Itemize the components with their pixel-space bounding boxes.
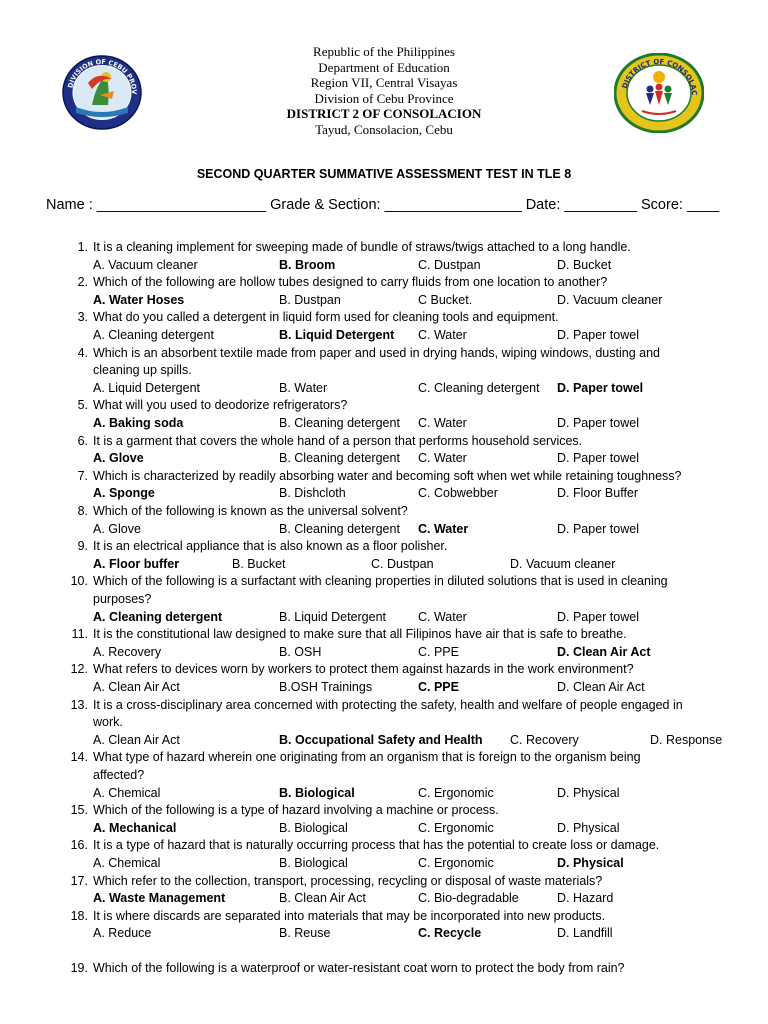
answer-option: B. Biological	[279, 820, 348, 835]
answer-option: B. Liquid Detergent	[279, 328, 395, 342]
answer-option: D. Paper towel	[557, 416, 639, 430]
answer-option: B. Dustpan	[279, 292, 341, 307]
answer-option: D. Bucket	[557, 257, 612, 272]
question-text: It is an electrical appliance that is also known as a floor polisher.	[93, 539, 448, 554]
answer-option: A. Vacuum cleaner	[93, 257, 198, 272]
question-number: 9.	[77, 539, 88, 554]
answer-option: B. Clean Air Act	[279, 891, 366, 906]
answer-option: B. Dishcloth	[279, 486, 346, 501]
answer-option: B. Biological	[279, 785, 355, 800]
header-line-division: Division of Cebu Province	[314, 90, 454, 106]
answer-option: B. OSH	[279, 644, 322, 659]
answer-option: B. Water	[279, 380, 328, 395]
answer-option: D. Physical	[557, 820, 620, 835]
question-text: Which is characterized by readily absorbing water and becoming soft when wet while retaining toughness?	[93, 468, 682, 483]
answer-option: D. Hazard	[557, 891, 614, 906]
answer-option: A. Cleaning detergent	[93, 609, 223, 624]
answer-option: A. Mechanical	[93, 820, 177, 835]
answer-option: A. Clean Air Act	[93, 680, 180, 694]
answer-option: D. Physical	[557, 785, 620, 800]
answer-option: A. Chemical	[93, 785, 161, 800]
answer-option: C. Dustpan	[371, 556, 434, 571]
student-info-line: Name : _____________________ Grade & Section: _________________ Date: _________ Score: ____	[46, 197, 720, 213]
answer-option: D. Paper towel	[557, 380, 644, 395]
answer-option: A. Waste Management	[93, 891, 226, 906]
answer-option: B.OSH Trainings	[279, 680, 373, 694]
answer-option: D. Clean Air Act	[557, 680, 645, 694]
svg-text:DISTRICT OF CONSOLACION 2: DISTRICT OF CONSOLAC	[620, 57, 699, 96]
question-number: 7.	[77, 468, 88, 483]
answer-option: A. Clean Air Act	[93, 732, 180, 747]
answer-option: C. Ergonomic	[418, 820, 494, 835]
answer-option: D. Physical	[557, 856, 624, 870]
answer-option: C. Water	[418, 609, 467, 624]
answer-option: B. Cleaning detergent	[279, 416, 400, 430]
header-line-department: Department of Education	[318, 59, 450, 75]
question-number: 1.	[77, 240, 88, 254]
letterhead	[0, 44, 768, 137]
question-text: Which of the following are hollow tubes designed to carry fluids from one location to another?	[93, 275, 608, 290]
question-text: Which of the following is known as the universal solvent?	[93, 504, 408, 518]
answer-option: B. Reuse	[279, 926, 331, 941]
answer-option: B. Bucket	[232, 556, 286, 571]
question-number: 14.	[70, 750, 88, 765]
answer-option: D. Vacuum cleaner	[557, 292, 663, 307]
question-text: work.	[93, 715, 123, 730]
question-text: It is where discards are separated into materials that may be incorporated into new products.	[93, 908, 606, 923]
answer-option: C. PPE	[418, 680, 459, 694]
answer-option: B. Biological	[279, 856, 348, 870]
question-number: 5.	[77, 398, 88, 413]
question-text: It is a type of hazard that is naturally occurring process that has the potential to create loss or damage.	[93, 838, 660, 853]
answer-option: D. Landfill	[557, 926, 613, 941]
question-number: 4.	[77, 345, 88, 360]
answer-option: C. Cleaning detergent	[418, 380, 540, 395]
svg-text:DIVISION OF CEBU PROVINCE: DIVISION OF CEBU PROV	[66, 57, 139, 95]
answer-option: A. Cleaning detergent	[93, 328, 214, 342]
header-line-republic: Republic of the Philippines	[313, 44, 455, 59]
answer-option: D. Paper towel	[557, 451, 639, 466]
header-address: Tayud, Consolacion, Cebu	[315, 121, 453, 137]
question-text: Which of the following is a type of hazard involving a machine or process.	[93, 803, 499, 818]
question-number: 3.	[77, 310, 88, 325]
question-number: 13.	[70, 697, 88, 712]
answer-option: A. Liquid Detergent	[93, 380, 201, 395]
question-text: cleaning up spills.	[93, 363, 192, 378]
question-text: purposes?	[93, 592, 152, 606]
answer-option: D. Vacuum cleaner	[510, 556, 616, 571]
answer-option: C. Dustpan	[418, 257, 481, 272]
question-number: 12.	[70, 662, 88, 677]
question-number: 8.	[77, 504, 88, 518]
question-number: 10.	[70, 574, 88, 589]
answer-option: A. Sponge	[93, 486, 155, 501]
question-number: 2.	[77, 275, 88, 290]
answer-option: A. Chemical	[93, 856, 161, 870]
header-district: DISTRICT 2 OF CONSOLACION	[286, 106, 482, 121]
answer-option: C. Water	[418, 328, 467, 342]
test-title: SECOND QUARTER SUMMATIVE ASSESSMENT TEST IN TLE 8	[196, 167, 572, 181]
answer-option: A. Glove	[93, 451, 144, 466]
question-number: 11.	[71, 627, 88, 642]
answer-option: B. Occupational Safety and Health	[279, 732, 483, 747]
header-line-region: Region VII, Central Visayas	[310, 75, 458, 90]
question-number: 6.	[77, 433, 88, 448]
answer-option: C. Recovery	[510, 732, 579, 747]
answer-option: D. Clean Air Act	[557, 644, 651, 659]
answer-option: C. Water	[418, 416, 467, 430]
question-text: It is a garment that covers the whole hand of a person that performs household services.	[93, 433, 583, 448]
question-text: What do you called a detergent in liquid form used for cleaning tools and equipment.	[93, 310, 559, 325]
question-text: What type of hazard wherein one originating from an organism that is foreign to the organism being	[93, 750, 641, 765]
answer-option: C. Ergonomic	[418, 856, 494, 870]
question-text: Which of the following is a waterproof or water-resistant coat worn to protect the body from rain?	[93, 961, 625, 975]
question-text: Which of the following is a surfactant with cleaning properties in diluted solutions that is used in cleaning	[93, 574, 668, 589]
answer-option: D. Paper towel	[557, 609, 639, 624]
answer-option: D. Response	[650, 732, 723, 747]
question-text: What will you used to deodorize refrigerators?	[93, 398, 348, 413]
answer-option: B. Cleaning detergent	[279, 451, 400, 466]
answer-option: A. Reduce	[93, 926, 152, 941]
question-text: It is a cross-disciplinary area concerned with protecting the safety, health and welfare of people engaged in	[93, 697, 683, 712]
answer-option: C. Ergonomic	[418, 785, 494, 800]
answer-option: C. PPE	[418, 644, 459, 659]
answer-option: C. Bio-degradable	[418, 891, 519, 906]
answer-option: B. Broom	[279, 257, 336, 272]
question-text: It is the constitutional law designed to make sure that all Filipinos have air that is safe to breathe.	[93, 627, 627, 642]
answer-option: A. Water Hoses	[93, 292, 185, 307]
question-number: 18.	[70, 908, 88, 923]
answer-option: C. Recycle	[418, 926, 482, 941]
answer-option: A. Glove	[93, 521, 141, 536]
answer-option: D. Paper towel	[557, 328, 639, 342]
answer-option: C. Water	[418, 451, 467, 466]
answer-option: D. Floor Buffer	[557, 486, 639, 501]
question-number: 17.	[70, 873, 88, 888]
answer-option: C. Water	[418, 521, 469, 536]
answer-option: B. Liquid Detergent	[279, 609, 387, 624]
answer-option: B. Cleaning detergent	[279, 521, 400, 536]
question-text: What refers to devices worn by workers to protect them against hazards in the work environment?	[93, 662, 634, 677]
question-number: 15.	[70, 803, 88, 818]
answer-option: C Bucket.	[418, 292, 473, 307]
question-text: affected?	[93, 768, 145, 782]
question-text: Which is an absorbent textile made from paper and used in drying hands, wiping windows, dusting and	[93, 345, 660, 360]
question-text: It is a cleaning implement for sweeping made of bundle of straws/twigs attached to a long handle.	[93, 240, 631, 254]
answer-option: C. Cobwebber	[418, 486, 498, 501]
question-text: Which refer to the collection, transport, processing, recycling or disposal of waste materials?	[93, 873, 603, 888]
question-number: 19.	[70, 961, 88, 975]
question-number: 16.	[70, 838, 88, 853]
answer-option: A. Recovery	[93, 644, 162, 659]
answer-option: D. Paper towel	[557, 521, 639, 536]
answer-option: A. Floor buffer	[93, 556, 180, 571]
answer-option: A. Baking soda	[93, 416, 184, 430]
